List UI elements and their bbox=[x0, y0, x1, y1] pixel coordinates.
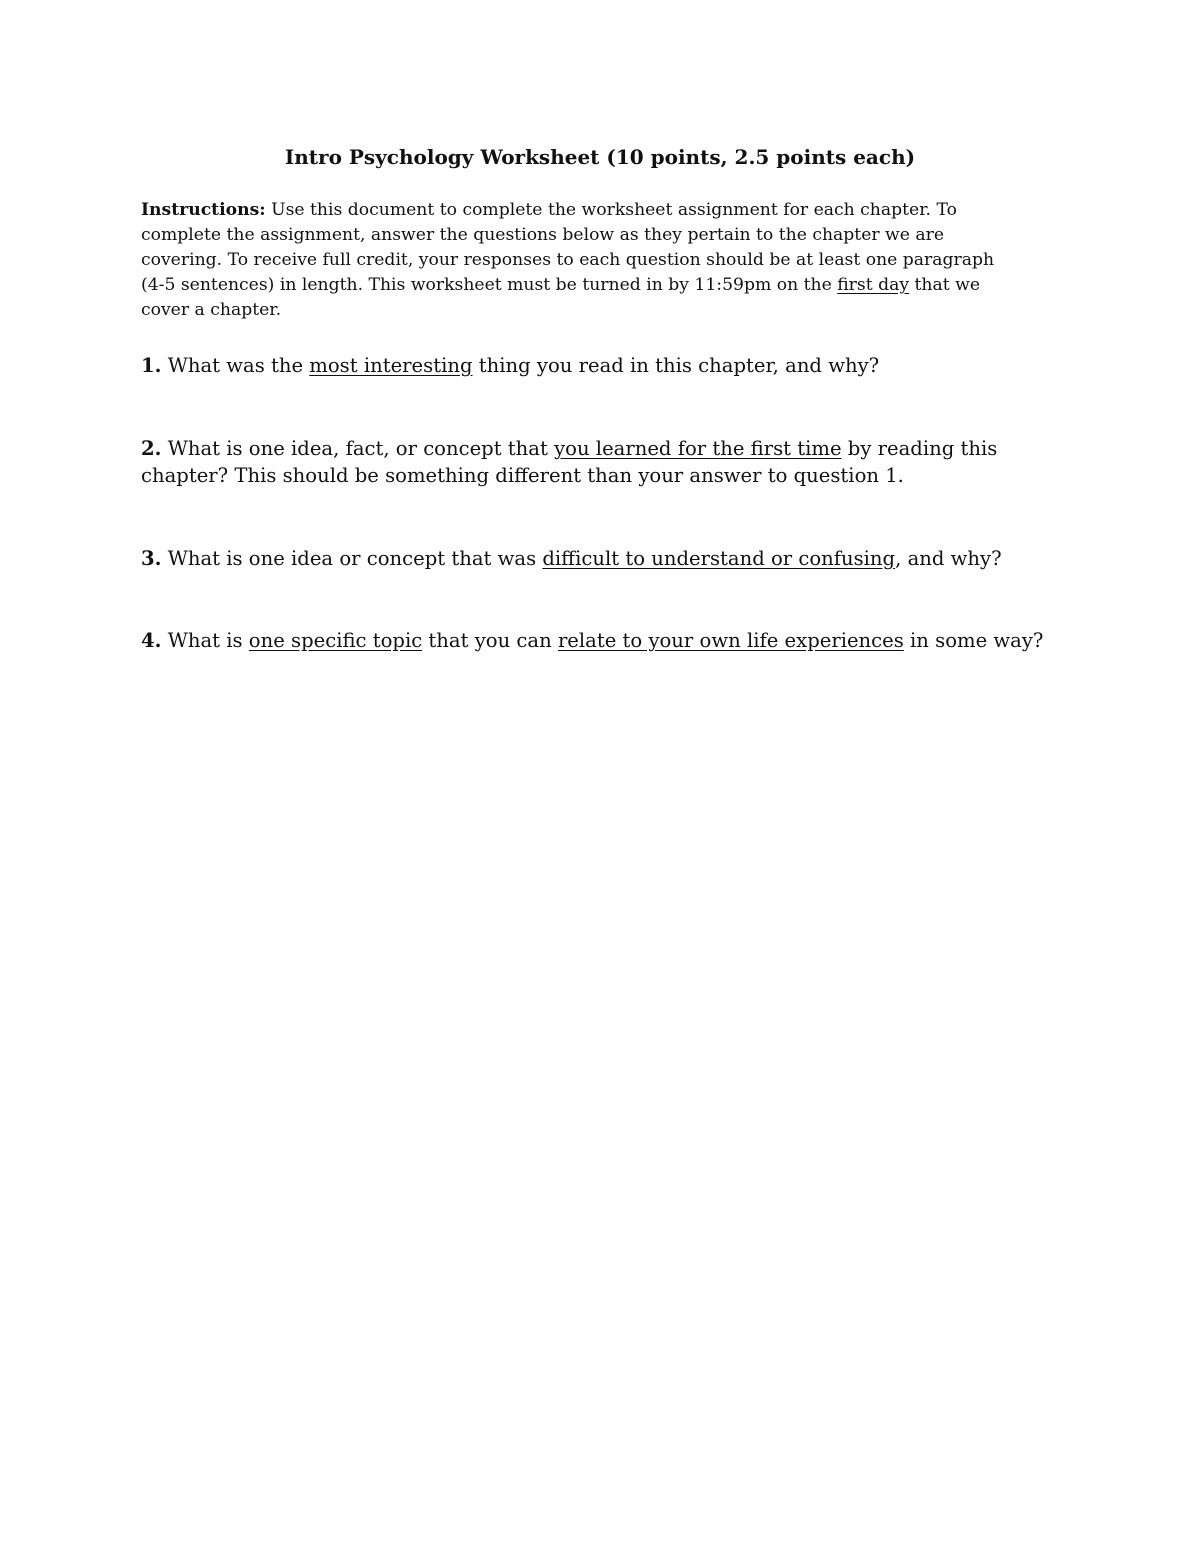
instructions-text-1: Use this document to complete the worksheet assignment for each chapter. To bbox=[265, 200, 957, 220]
worksheet-title: Intro Psychology Worksheet (10 points, 2.5 points each) bbox=[284, 145, 916, 169]
question-emphasis: you learned for the first time bbox=[554, 437, 842, 460]
question-text: by reading this bbox=[841, 437, 998, 460]
question-1 bbox=[141, 352, 1081, 379]
question-3 bbox=[141, 545, 1081, 572]
question-number: 4. bbox=[141, 629, 162, 652]
instructions-line-2: complete the assignment, answer the questions below as they pertain to the chapter we are bbox=[141, 225, 945, 245]
question-number: 1. bbox=[141, 354, 162, 377]
question-2-line-2: chapter? This should be something different than your answer to question 1. bbox=[141, 464, 904, 487]
question-number: 2. bbox=[141, 437, 162, 460]
first-day-emphasis: first day bbox=[837, 275, 910, 295]
question-3-line bbox=[141, 545, 1081, 572]
instructions-line-5: cover a chapter. bbox=[141, 300, 282, 320]
question-text: What was the bbox=[161, 354, 310, 377]
question-text: in some way? bbox=[903, 629, 1044, 652]
question-emphasis: most interesting bbox=[309, 354, 473, 377]
question-number: 3. bbox=[141, 547, 162, 570]
instructions-text-4-after: that we bbox=[909, 275, 981, 295]
question-text: What is one idea or concept that was bbox=[161, 547, 543, 570]
question-text: What is bbox=[161, 629, 249, 652]
question-text: thing you read in this chapter, and why? bbox=[472, 354, 880, 377]
question-emphasis: relate to your own life experiences bbox=[557, 629, 904, 652]
instructions-line-1 bbox=[141, 198, 1061, 223]
instructions-line-4 bbox=[141, 273, 1061, 298]
question-emphasis: one specific topic bbox=[248, 629, 423, 652]
question-1-line bbox=[141, 352, 1081, 379]
question-4 bbox=[141, 627, 1081, 654]
question-4-line bbox=[141, 627, 1081, 654]
instructions-line-3: covering. To receive full credit, your responses to each question should be at least one paragraph bbox=[141, 250, 995, 270]
question-2-line-1 bbox=[141, 435, 1081, 462]
question-emphasis: difficult to understand or confusing bbox=[542, 547, 896, 570]
instructions-label: Instructions: bbox=[141, 200, 266, 220]
instructions-text-4: (4-5 sentences) in length. This worksheet must be turned in by 11:59pm on the bbox=[141, 275, 838, 295]
question-text: What is one idea, fact, or concept that bbox=[161, 437, 555, 460]
question-text: that you can bbox=[422, 629, 558, 652]
question-text: , and why? bbox=[895, 547, 1002, 570]
instructions-paragraph bbox=[141, 198, 1061, 323]
question-2 bbox=[141, 435, 1081, 489]
